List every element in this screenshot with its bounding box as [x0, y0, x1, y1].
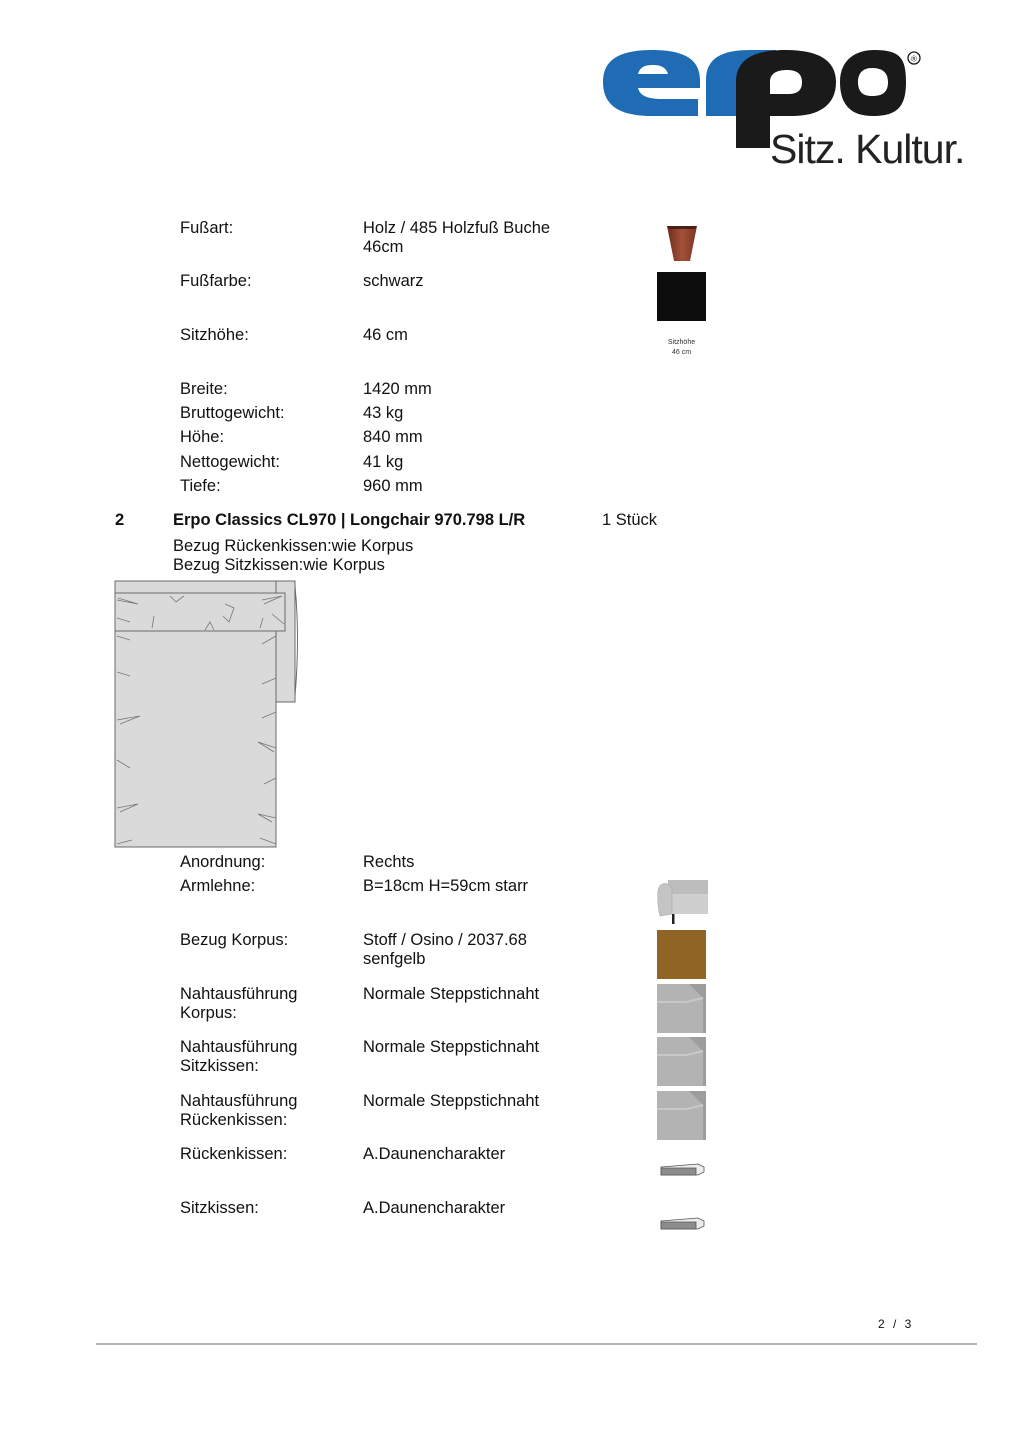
spec-label-sitzhoehe: Sitzhöhe:: [180, 326, 249, 344]
dim-label-nettogewicht: Nettogewicht:: [180, 453, 280, 471]
spec-value-fussfarbe: schwarz: [363, 272, 424, 290]
seam-corner-icon: [657, 1037, 706, 1086]
spec-value-naht-korpus: Normale Steppstichnaht: [363, 985, 540, 1003]
spec-value-anordnung: Rechts: [363, 853, 415, 871]
spec-label-naht-sitzkissen: Nahtausführung: [180, 1038, 298, 1056]
spec-value-fussart: Holz / 485 Holzfuß Buche: [363, 219, 551, 237]
dim-label-tiefe: Tiefe:: [180, 477, 221, 495]
position-quantity: 1 Stück: [602, 511, 658, 529]
seam-corner-icon: [657, 1091, 706, 1140]
seam-corner-icon: [657, 984, 706, 1033]
dim-value-tiefe: 960 mm: [363, 477, 423, 495]
seat-height-caption: Sitzhöhe 46 cm: [667, 339, 696, 356]
spec-label-naht-sitzkissen-line2: Sitzkissen:: [180, 1057, 259, 1075]
dim-value-nettogewicht: 41 kg: [363, 453, 404, 471]
spec-label-fussart: Fußart:: [180, 219, 234, 237]
spec-value-rueckenkissen: A.Daunencharakter: [363, 1145, 506, 1163]
dim-label-hoehe: Höhe:: [180, 428, 225, 446]
wooden-foot-icon: [657, 218, 706, 267]
position-title: Erpo Classics CL970 | Longchair 970.798 L/R: [173, 511, 526, 529]
cushion-icon: [658, 1214, 706, 1232]
spec-label-rueckenkissen: Rückenkissen:: [180, 1145, 288, 1163]
spec-value-sitzkissen: A.Daunencharakter: [363, 1199, 506, 1217]
cushion-icon: [658, 1160, 706, 1178]
logo-tagline: Sitz. Kultur.: [770, 126, 965, 172]
spec-value-naht-rueckenkissen: Normale Steppstichnaht: [363, 1092, 540, 1110]
svg-text:®: ®: [911, 54, 917, 64]
spec-label-naht-korpus: Nahtausführung: [180, 985, 298, 1003]
dim-label-breite: Breite:: [180, 380, 228, 398]
spec-label-armlehne: Armlehne:: [180, 877, 256, 895]
dim-value-breite: 1420 mm: [363, 380, 432, 398]
position-number: 2: [115, 511, 125, 529]
spec-label-naht-rueckenkissen: Nahtausführung: [180, 1092, 298, 1110]
spec-label-naht-rueckenkissen-line2: Rückenkissen:: [180, 1111, 288, 1129]
spec-label-sitzkissen: Sitzkissen:: [180, 1199, 259, 1217]
fabric-swatch-senfgelb: [657, 930, 706, 979]
longchair-top-view-drawing: [112, 578, 304, 850]
spec-label-fussfarbe: Fußfarbe:: [180, 272, 252, 290]
spec-value-sitzhoehe: 46 cm: [363, 326, 408, 344]
erpo-logo: [600, 44, 980, 174]
position-note-seat-cushion: Bezug Sitzkissen:wie Korpus: [173, 556, 385, 574]
armrest-sofa-icon: [656, 878, 708, 928]
black-color-swatch: [657, 272, 706, 321]
dim-label-bruttogewicht: Bruttogewicht:: [180, 404, 285, 422]
spec-value-bezug-korpus: Stoff / Osino / 2037.68: [363, 931, 527, 949]
position-note-back-cushion: Bezug Rückenkissen:wie Korpus: [173, 537, 414, 555]
spec-label-bezug-korpus: Bezug Korpus:: [180, 931, 289, 949]
spec-value-armlehne: B=18cm H=59cm starr: [363, 877, 529, 895]
spec-label-anordnung: Anordnung:: [180, 853, 266, 871]
dim-value-hoehe: 840 mm: [363, 428, 423, 446]
footer-divider: [96, 1343, 977, 1345]
dim-value-bruttogewicht: 43 kg: [363, 404, 404, 422]
spec-value-naht-sitzkissen: Normale Steppstichnaht: [363, 1038, 540, 1056]
spec-value-bezug-korpus-color: senfgelb: [363, 950, 426, 968]
spec-label-naht-korpus-line2: Korpus:: [180, 1004, 237, 1022]
spec-value-fussart-line2: 46cm: [363, 238, 404, 256]
page-indicator: 2 / 3: [878, 1317, 912, 1331]
